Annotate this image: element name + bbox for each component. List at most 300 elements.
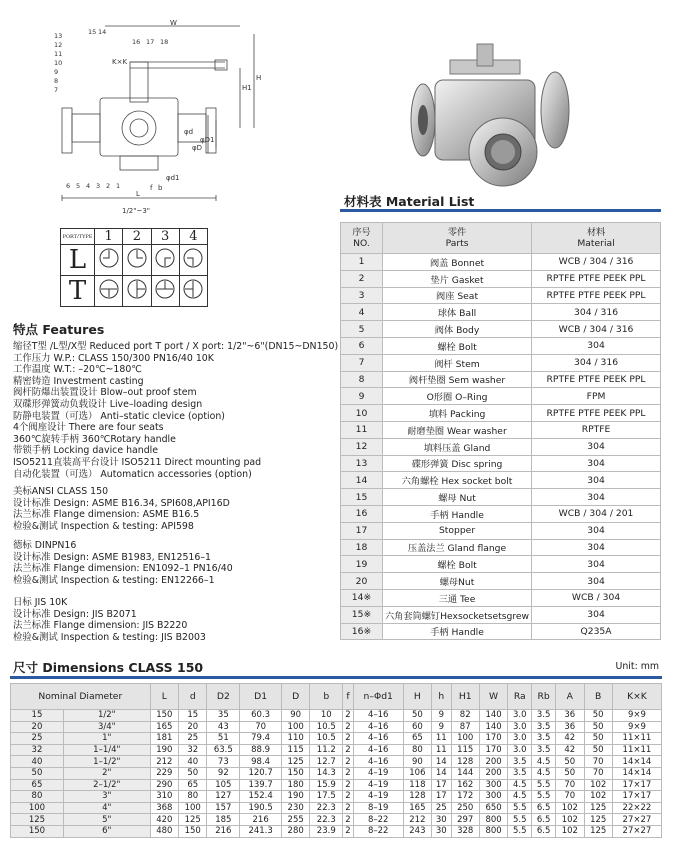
dim-col-header: D1 <box>240 684 282 710</box>
material-cell-no: 8 <box>341 371 383 388</box>
dim-cell: 1–1/2" <box>63 756 150 768</box>
callout: 3 <box>96 182 101 190</box>
dim-cell: 152.4 <box>240 791 282 803</box>
dim-cell: 8–22 <box>353 825 403 837</box>
din-standards <box>13 540 233 586</box>
dim-cell: 4–19 <box>353 779 403 791</box>
dim-cell: 115 <box>451 744 479 756</box>
dim-cell: 4.5 <box>532 767 556 779</box>
dim-cell: 102 <box>556 802 584 814</box>
dim-cell: 100 <box>451 733 479 745</box>
dim-cell: 128 <box>403 791 431 803</box>
material-list-title: 材料表 Material List <box>344 194 475 209</box>
size-range-label: 1/2"~3" <box>122 207 151 215</box>
material-cell-no: 17 <box>341 522 383 539</box>
material-cell-part: 垫片 Gasket <box>383 270 532 287</box>
flow-diagram-icon <box>179 245 207 276</box>
dim-cell: 6.5 <box>532 814 556 826</box>
dim-cell: 300 <box>479 791 507 803</box>
dim-cell: 6" <box>63 825 150 837</box>
dim-cell: 20 <box>11 721 64 733</box>
material-row <box>341 405 661 422</box>
dim-cell: 35 <box>207 710 240 722</box>
material-cell-no: 19 <box>341 556 383 573</box>
dim-cell: 4.5 <box>532 756 556 768</box>
callout: 6 <box>66 182 71 190</box>
callout: 13 <box>54 32 63 40</box>
material-cell-material: Q235A <box>532 623 661 640</box>
dim-cell: 15 <box>11 710 64 722</box>
material-cell-no: 1 <box>341 254 383 271</box>
material-row <box>341 623 661 640</box>
feature-line: 阀杆防爆出装置设计 Blow–out proof stem <box>13 387 197 399</box>
dim-row <box>11 733 662 745</box>
dim-cell: 5.5 <box>532 779 556 791</box>
material-row <box>341 522 661 539</box>
dim-cell: 30 <box>432 825 451 837</box>
dim-cell: 11 <box>432 733 451 745</box>
dim-col-header: D2 <box>207 684 240 710</box>
material-cell-part: 螺栓 Bolt <box>383 337 532 354</box>
dim-col-header: n–Φd1 <box>353 684 403 710</box>
col-header-parts: 零件 Parts <box>383 223 532 254</box>
feature-line: 法兰标准 Flange dimension: JIS B2220 <box>13 620 188 632</box>
material-cell-part: 六角套筒螺钉Hexsocketsetsgrew <box>383 606 532 623</box>
dim-cell: 11×11 <box>612 744 661 756</box>
dim-cell: 4–16 <box>353 756 403 768</box>
dim-cell: 4–16 <box>353 710 403 722</box>
dim-cell: 185 <box>207 814 240 826</box>
material-cell-part: 六角螺栓 Hex socket bolt <box>383 472 532 489</box>
material-cell-part: 球体 Ball <box>383 304 532 321</box>
dim-cell: 4–19 <box>353 791 403 803</box>
dim-cell: 2 <box>343 733 354 745</box>
material-cell-material: 304 <box>532 337 661 354</box>
dim-cell: 40 <box>179 756 207 768</box>
dim-cell: 17 <box>432 779 451 791</box>
dim-cell: 480 <box>150 825 178 837</box>
dim-col-header: b <box>310 684 343 710</box>
dim-cell: 2 <box>343 825 354 837</box>
dim-cell: 36 <box>556 710 584 722</box>
dim-row <box>11 802 662 814</box>
dim-col-header: H1 <box>451 684 479 710</box>
unit-label: Unit: mm <box>615 661 659 672</box>
dim-cell: 140 <box>479 710 507 722</box>
dim-cell: 5.5 <box>508 802 532 814</box>
dim-cell: 5.5 <box>532 791 556 803</box>
dim-cell: 4–19 <box>353 767 403 779</box>
dim-cell: 98.4 <box>240 756 282 768</box>
dim-cell: 125 <box>584 825 612 837</box>
feature-line: ISO5211直装高平台设计 ISO5211 Direct mounting pad <box>13 456 262 468</box>
dim-cell: 50 <box>556 767 584 779</box>
dim-cell: 87 <box>451 721 479 733</box>
dim-cell: 32 <box>11 744 64 756</box>
dim-cell: 290 <box>150 779 178 791</box>
dim-cell: 3.5 <box>508 767 532 779</box>
dim-row <box>11 767 662 779</box>
material-cell-material: 304 <box>532 455 661 472</box>
dim-cell: 180 <box>281 779 309 791</box>
material-row <box>341 455 661 472</box>
feature-line: 带锁手柄 Locking davice handle <box>13 445 159 457</box>
material-cell-no: 7 <box>341 354 383 371</box>
material-cell-part: 阀盖 Bonnet <box>383 254 532 271</box>
dim-cell: 50 <box>11 767 64 779</box>
dim-d-small-label: φd <box>184 128 194 136</box>
dim-cell: 17×17 <box>612 791 661 803</box>
dim-cell: 128 <box>451 756 479 768</box>
material-cell-material: 304 / 316 <box>532 304 661 321</box>
dim-cell: 4–16 <box>353 744 403 756</box>
material-cell-no: 6 <box>341 337 383 354</box>
dim-cell: 310 <box>150 791 178 803</box>
dim-cell: 63.5 <box>207 744 240 756</box>
dim-col-header: L <box>150 684 178 710</box>
dim-row <box>11 756 662 768</box>
dim-cell: 23.9 <box>310 825 343 837</box>
dim-cell: 216 <box>207 825 240 837</box>
dim-cell: 800 <box>479 825 507 837</box>
dim-col-header: Rb <box>532 684 556 710</box>
material-cell-part: 填料压盖 Gland <box>383 438 532 455</box>
dim-cell: 20 <box>179 721 207 733</box>
material-cell-no: 18 <box>341 539 383 556</box>
dim-cell: 216 <box>240 814 282 826</box>
dim-row <box>11 721 662 733</box>
feature-line: 设计标准 Design: ASME B16.34, SPI608,API16D <box>13 497 230 509</box>
dim-cell: 2 <box>343 791 354 803</box>
feature-line: 工作压力 W.P.: CLASS 150/300 PN16/40 10K <box>13 352 214 364</box>
dim-cell: 170 <box>479 744 507 756</box>
material-row <box>341 589 661 606</box>
dim-d1-label: φD1 <box>200 136 215 144</box>
dim-cell: 25 <box>179 733 207 745</box>
callout: 7 <box>54 86 59 94</box>
dim-cell: 243 <box>403 825 431 837</box>
ansi-standards <box>13 486 230 532</box>
dim-cell: 102 <box>556 814 584 826</box>
material-row <box>341 421 661 438</box>
dim-cell: 200 <box>479 767 507 779</box>
dim-cell: 3.5 <box>532 721 556 733</box>
flow-diagram-icon <box>123 276 151 307</box>
material-cell-material: WCB / 304 <box>532 589 661 606</box>
dim-cell: 230 <box>281 802 309 814</box>
feature-line: 设计标准 Design: JIS B2071 <box>13 608 137 620</box>
flow-diagram-icon <box>95 276 123 307</box>
material-cell-no: 12 <box>341 438 383 455</box>
dim-cell: 102 <box>556 825 584 837</box>
material-cell-material: WCB / 304 / 316 <box>532 321 661 338</box>
dim-cell: 150 <box>281 767 309 779</box>
material-row <box>341 354 661 371</box>
feature-line: 工作温度 W.T.: –20℃~180℃ <box>13 364 142 376</box>
dim-cell: 420 <box>150 814 178 826</box>
dim-cell: 50 <box>403 710 431 722</box>
dim-cell: 40 <box>11 756 64 768</box>
dim-cell: 70 <box>556 779 584 791</box>
material-cell-no: 15※ <box>341 606 383 623</box>
dim-col-header: Nominal Diameter <box>11 684 151 710</box>
material-cell-no: 3 <box>341 287 383 304</box>
material-cell-material: 304 <box>532 489 661 506</box>
dim-cell: 2" <box>63 767 150 779</box>
features-title: 特点 Features <box>13 322 105 337</box>
material-cell-material: 304 <box>532 573 661 590</box>
dim-cell: 17×17 <box>612 779 661 791</box>
dim-cell: 73 <box>207 756 240 768</box>
dim-cell: 125 <box>584 814 612 826</box>
dim-cell: 70 <box>584 767 612 779</box>
dim-cell: 2 <box>343 710 354 722</box>
col-header-material: 材料 Material <box>532 223 661 254</box>
dim-col-header: B <box>584 684 612 710</box>
dim-col-header: d <box>179 684 207 710</box>
dim-cell: 368 <box>150 802 178 814</box>
dim-cell: 80 <box>403 744 431 756</box>
dim-cell: 22.3 <box>310 802 343 814</box>
material-cell-part: 手柄 Handle <box>383 623 532 640</box>
dim-cell: 120.7 <box>240 767 282 779</box>
dim-col-header: A <box>556 684 584 710</box>
dim-cell: 5.5 <box>508 825 532 837</box>
material-cell-no: 10 <box>341 405 383 422</box>
material-row <box>341 573 661 590</box>
dim-cell: 36 <box>556 721 584 733</box>
material-cell-material: 304 <box>532 539 661 556</box>
dim-row <box>11 825 662 837</box>
dim-cell: 14 <box>432 767 451 779</box>
dim-cell: 2–1/2" <box>63 779 150 791</box>
dim-cell: 15 <box>179 710 207 722</box>
feature-line: 精密铸造 Investment casting <box>13 375 144 387</box>
dim-cell: 125 <box>11 814 64 826</box>
material-cell-part: 螺母Nut <box>383 573 532 590</box>
dim-cell: 6.5 <box>532 825 556 837</box>
dim-cell: 32 <box>179 744 207 756</box>
feature-line: 4个阀座设计 There are four seats <box>13 422 164 434</box>
material-row <box>341 489 661 506</box>
dim-cell: 125 <box>584 802 612 814</box>
features-list <box>13 341 338 480</box>
dim-cell: 51 <box>207 733 240 745</box>
dim-cell: 50 <box>584 721 612 733</box>
dim-cell: 3.0 <box>508 744 532 756</box>
dim-l-label: L <box>136 190 140 198</box>
callout: 15 <box>88 28 97 36</box>
dim-cell: 650 <box>479 802 507 814</box>
dim-cell: 10.5 <box>310 733 343 745</box>
flow-diagram-icon <box>123 245 151 276</box>
dim-cell: 65 <box>403 733 431 745</box>
dim-cell: 165 <box>403 802 431 814</box>
dim-cell: 90 <box>281 710 309 722</box>
port-number: 4 <box>179 229 207 245</box>
dim-cell: 102 <box>584 791 612 803</box>
material-row <box>341 321 661 338</box>
material-row <box>341 556 661 573</box>
callout: 17 <box>146 38 155 46</box>
dim-cell: 12.7 <box>310 756 343 768</box>
material-cell-material: RPTFE PTFE PEEK PPL <box>532 287 661 304</box>
dim-cell: 14 <box>432 756 451 768</box>
dim-cell: 2 <box>343 802 354 814</box>
dim-h-label: H <box>256 74 262 82</box>
dim-cell: 4" <box>63 802 150 814</box>
feature-line: 德标 DINPN16 <box>13 540 77 551</box>
dim-cell: 70 <box>556 791 584 803</box>
material-row <box>341 539 661 556</box>
dim-cell: 280 <box>281 825 309 837</box>
dim-cell: 150 <box>150 710 178 722</box>
dim-col-header: f <box>343 684 354 710</box>
callout: 10 <box>54 59 63 67</box>
dim-cell: 11×11 <box>612 733 661 745</box>
port-number: 1 <box>95 229 123 245</box>
dim-cell: 190.5 <box>240 802 282 814</box>
dim-cell: 5" <box>63 814 150 826</box>
dim-cell: 8–19 <box>353 802 403 814</box>
material-row <box>341 606 661 623</box>
dim-cell: 25 <box>432 802 451 814</box>
dim-cell: 106 <box>403 767 431 779</box>
material-cell-no: 13 <box>341 455 383 472</box>
material-cell-part: 阀座 Seat <box>383 287 532 304</box>
dim-cell: 17 <box>432 791 451 803</box>
type-l-label: L <box>61 245 95 276</box>
dim-cell: 172 <box>451 791 479 803</box>
dim-row <box>11 744 662 756</box>
callout: 12 <box>54 41 63 49</box>
dim-cell: 3.0 <box>508 733 532 745</box>
dim-cell: 127 <box>207 791 240 803</box>
callout: 1 <box>116 182 121 190</box>
material-cell-part: 三通 Tee <box>383 589 532 606</box>
material-cell-material: FPM <box>532 388 661 405</box>
dim-cell: 9×9 <box>612 710 661 722</box>
dim-cell: 43 <box>207 721 240 733</box>
dim-cell: 3.5 <box>508 756 532 768</box>
dim-cell: 42 <box>556 733 584 745</box>
material-cell-material: 304 <box>532 556 661 573</box>
feature-line: 防静电装置（可选） Anti–static clevice (option) <box>13 410 225 422</box>
dim-cell: 157 <box>207 802 240 814</box>
dim-b-label: b <box>158 184 163 192</box>
dim-row <box>11 710 662 722</box>
dim-cell: 300 <box>479 779 507 791</box>
dim-cell: 22×22 <box>612 802 661 814</box>
dim-cell: 10.5 <box>310 721 343 733</box>
material-row <box>341 472 661 489</box>
dim-cell: 17.5 <box>310 791 343 803</box>
dim-row <box>11 791 662 803</box>
dim-cell: 229 <box>150 767 178 779</box>
dim-cell: 9×9 <box>612 721 661 733</box>
feature-line: 检验&测试 Inspection & testing: API598 <box>13 520 194 532</box>
dim-h1-label: H1 <box>242 84 252 92</box>
dim-cell: 2 <box>343 767 354 779</box>
material-cell-no: 14 <box>341 472 383 489</box>
material-row <box>341 388 661 405</box>
dim-cell: 79.4 <box>240 733 282 745</box>
material-cell-material: RPTFE PTFE PEEK PPL <box>532 405 661 422</box>
dim-cell: 27×27 <box>612 814 661 826</box>
material-cell-material: RPTFE PTFE PEEK PPL <box>532 270 661 287</box>
dim-cell: 65 <box>179 779 207 791</box>
dim-cell: 9 <box>432 710 451 722</box>
dim-cell: 190 <box>150 744 178 756</box>
callout: 8 <box>54 77 59 85</box>
feature-line: 检验&测试 Inspection & testing: EN12266–1 <box>13 574 215 586</box>
material-cell-part: 压盖法兰 Gland flange <box>383 539 532 556</box>
material-row <box>341 337 661 354</box>
material-cell-material: WCB / 304 / 316 <box>532 254 661 271</box>
dim-col-header: H <box>403 684 431 710</box>
callout: 18 <box>160 38 169 46</box>
dim-col-header: K×K <box>612 684 661 710</box>
material-cell-material: 304 <box>532 606 661 623</box>
dim-cell: 162 <box>451 779 479 791</box>
material-cell-no: 15 <box>341 489 383 506</box>
col-header-no: 序号 NO. <box>341 223 383 254</box>
feature-line: 美标ANSI CLASS 150 <box>13 486 109 497</box>
material-cell-material: 304 <box>532 522 661 539</box>
dim-cell: 255 <box>281 814 309 826</box>
material-cell-part: 螺母 Nut <box>383 489 532 506</box>
dim-f-label: f <box>150 184 153 192</box>
dim-kxk-label: K×K <box>112 58 128 66</box>
material-cell-no: 4 <box>341 304 383 321</box>
dim-cell: 2 <box>343 721 354 733</box>
jis-standards <box>13 597 206 643</box>
dim-cell: 42 <box>556 744 584 756</box>
dimensions-table <box>10 683 662 838</box>
material-cell-material: 304 / 316 <box>532 354 661 371</box>
dim-cell: 3" <box>63 791 150 803</box>
dim-cell: 70 <box>240 721 282 733</box>
dim-cell: 140 <box>479 721 507 733</box>
dim-cell: 3/4" <box>63 721 150 733</box>
port-type-table <box>60 228 208 307</box>
feature-line: 360℃旋转手柄 360℃Rotary handle <box>13 433 176 445</box>
valve-photo <box>395 30 585 200</box>
dim-cell: 11.2 <box>310 744 343 756</box>
type-t-label: T <box>61 276 95 307</box>
feature-line: 法兰标准 Flange dimension: ASME B16.5 <box>13 509 200 521</box>
dim-cell: 14×14 <box>612 767 661 779</box>
valve-section-drawing <box>40 20 270 218</box>
dim-cell: 125 <box>179 814 207 826</box>
dim-cell: 50 <box>556 756 584 768</box>
dim-cell: 50 <box>584 744 612 756</box>
dim-cell: 3.0 <box>508 710 532 722</box>
callout: 14 <box>98 28 107 36</box>
material-cell-material: 304 <box>532 438 661 455</box>
dim-cell: 90 <box>403 756 431 768</box>
dim-cell: 328 <box>451 825 479 837</box>
dim-cell: 150 <box>179 825 207 837</box>
feature-line: 自动化装置（可选） Automaticn accessories (option) <box>13 468 252 480</box>
dim-col-header: Ra <box>508 684 532 710</box>
material-cell-no: 16 <box>341 505 383 522</box>
dim-cell: 2 <box>343 756 354 768</box>
dim-cell: 14×14 <box>612 756 661 768</box>
dim-cell: 1" <box>63 733 150 745</box>
callout: 16 <box>132 38 141 46</box>
dim-cell: 150 <box>11 825 64 837</box>
